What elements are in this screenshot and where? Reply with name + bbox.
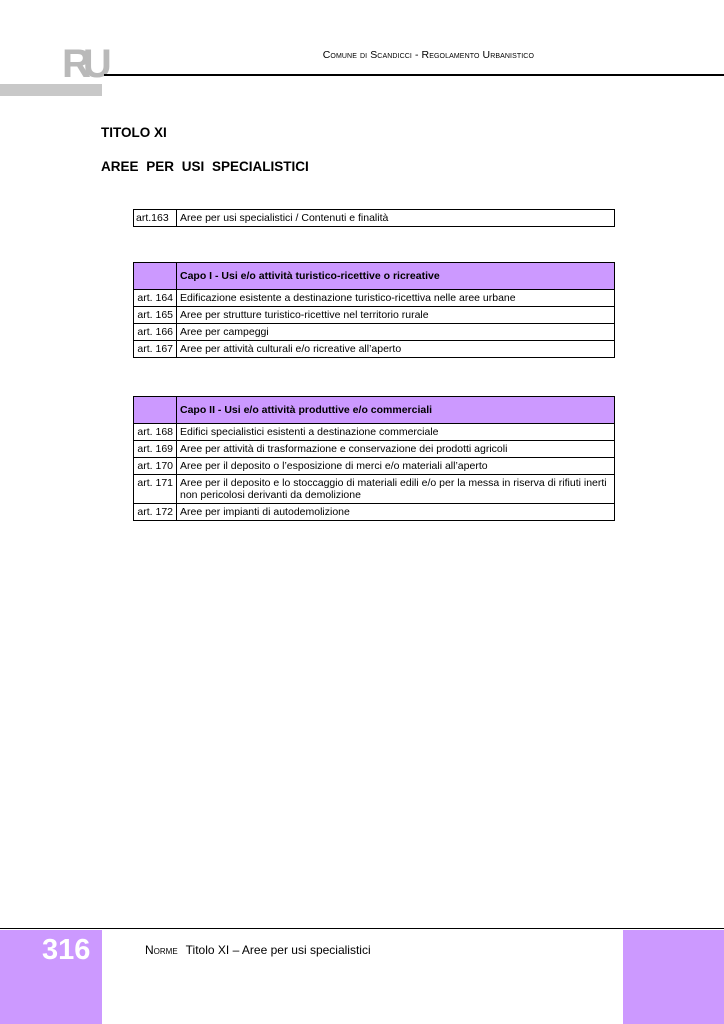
table-row xyxy=(134,210,615,227)
article-number: art. 168 xyxy=(134,424,177,441)
article-number: art. 170 xyxy=(134,458,177,475)
table-row xyxy=(134,324,615,341)
table-row xyxy=(134,341,615,358)
article-number: art. 172 xyxy=(134,504,177,521)
article-number: art.163 xyxy=(134,210,177,227)
capo-blank-cell xyxy=(134,397,177,424)
article-title: Edifici specialistici esistenti a destinazione commerciale xyxy=(177,424,615,441)
table-row xyxy=(134,424,615,441)
table-row xyxy=(134,290,615,307)
header-title: Comune di Scandicci - Regolamento Urbanistico xyxy=(322,49,534,61)
footer-right-band xyxy=(623,930,724,1024)
table-row xyxy=(134,504,615,521)
article-number: art. 169 xyxy=(134,441,177,458)
capo-blank-cell xyxy=(134,263,177,290)
article-title: Aree per strutture turistico-ricettive nel territorio rurale xyxy=(177,307,615,324)
capo-header-row xyxy=(134,263,615,290)
section-title: AREE PER USI SPECIALISTICI xyxy=(101,159,309,174)
article-title: Aree per attività culturali e/o ricreative all’aperto xyxy=(177,341,615,358)
footer-norme: Norme xyxy=(145,943,178,957)
article-number: art. 165 xyxy=(134,307,177,324)
article-number: art. 164 xyxy=(134,290,177,307)
footer-divider xyxy=(0,928,724,929)
footer-text xyxy=(145,943,371,957)
table-row xyxy=(134,458,615,475)
table-row xyxy=(134,475,615,504)
logo-text: RU xyxy=(62,42,104,86)
article-title: Aree per impianti di autodemolizione xyxy=(177,504,615,521)
article-title: Aree per il deposito o l’esposizione di merci e/o materiali all’aperto xyxy=(177,458,615,475)
article-title: Aree per attività di trasformazione e conservazione dei prodotti agricoli xyxy=(177,441,615,458)
article-number: art. 166 xyxy=(134,324,177,341)
capo-title: Capo I - Usi e/o attività turistico-ricettive o ricreative xyxy=(177,263,615,290)
article-title: Aree per usi specialistici / Contenuti e finalità xyxy=(177,210,615,227)
article-number: art. 171 xyxy=(134,475,177,504)
page-number: 316 xyxy=(42,934,91,966)
articles-table-capo-2 xyxy=(133,396,615,521)
table-row xyxy=(134,307,615,324)
articles-table-capo-1 xyxy=(133,262,615,358)
header-divider xyxy=(104,74,724,76)
footer-title: Titolo XI – Aree per usi specialistici xyxy=(185,943,371,957)
capo-header-row xyxy=(134,397,615,424)
table-row xyxy=(134,441,615,458)
titolo-heading: TITOLO XI xyxy=(101,125,167,140)
article-title: Aree per campeggi xyxy=(177,324,615,341)
capo-title: Capo II - Usi e/o attività produttive e/o commerciali xyxy=(177,397,615,424)
article-title: Aree per il deposito e lo stoccaggio di materiali edili e/o per la messa in riserva di rifiuti inerti non pericolosi derivanti da demolizione xyxy=(177,475,615,504)
article-title: Edificazione esistente a destinazione turistico-ricettiva nelle aree urbane xyxy=(177,290,615,307)
articles-table-intro xyxy=(133,209,615,227)
logo xyxy=(0,40,102,96)
article-number: art. 167 xyxy=(134,341,177,358)
